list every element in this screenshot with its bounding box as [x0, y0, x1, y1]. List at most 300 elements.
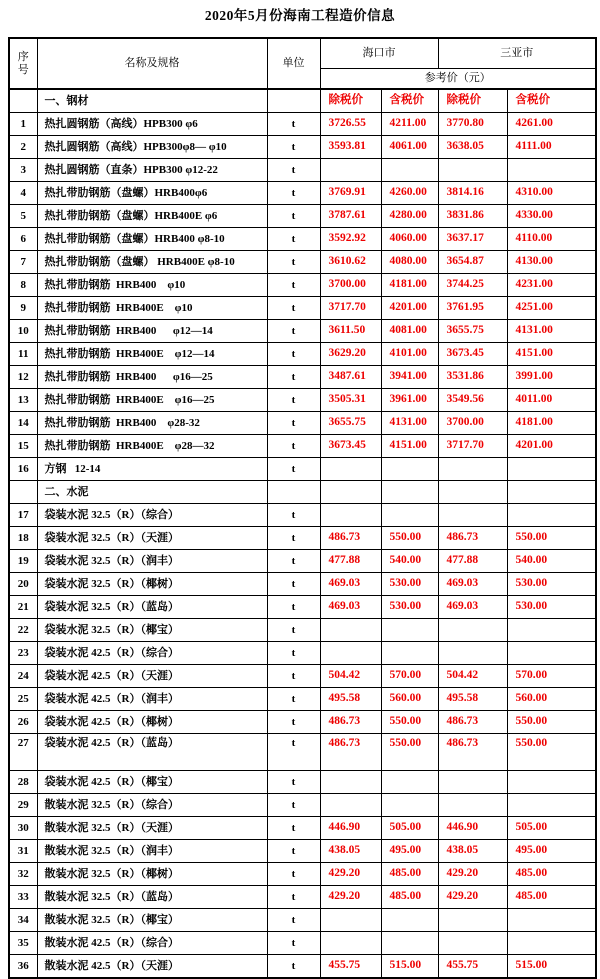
cell-name: 袋装水泥 32.5（R）（椰宝） [37, 619, 267, 642]
table-row [9, 159, 596, 182]
cell-name: 热扎带肋钢筋（盘螺） HRB400E φ8-10 [37, 251, 267, 274]
cell-price-sanya-extax: 3638.05 [438, 136, 507, 159]
cell-price-sanya-inctax: 4231.00 [507, 274, 596, 297]
table-row [9, 863, 596, 886]
cell-name: 热扎圆钢筋（高线）HPB300φ8— φ10 [37, 136, 267, 159]
cell-name: 热扎带肋钢筋 HRB400 φ28-32 [37, 412, 267, 435]
cell-price-sanya-inctax: 530.00 [507, 573, 596, 596]
cell-price-sanya-inctax: 550.00 [507, 527, 596, 550]
cell-unit: t [267, 435, 320, 458]
cell-price-sanya-inctax [507, 794, 596, 817]
table-row [9, 343, 596, 366]
cell-price-haikou-extax [320, 794, 381, 817]
cell-unit: t [267, 274, 320, 297]
cell-price-sanya-inctax: 530.00 [507, 596, 596, 619]
cell-price-sanya-inctax: 560.00 [507, 688, 596, 711]
cell-price-sanya-inctax: 4151.00 [507, 343, 596, 366]
cell-name: 袋装水泥 32.5（R）（椰树） [37, 573, 267, 596]
cell-price-sanya-extax [438, 504, 507, 527]
cell-price-sanya-inctax: 515.00 [507, 955, 596, 979]
table-row [9, 734, 596, 771]
cell-name: 袋装水泥 42.5（R）（椰树） [37, 711, 267, 734]
cell-price-haikou-inctax [381, 458, 438, 481]
table-row [9, 504, 596, 527]
cell-price-haikou-extax: 446.90 [320, 817, 381, 840]
cell-price-sanya-extax: 446.90 [438, 817, 507, 840]
cell-price-sanya-extax: 455.75 [438, 955, 507, 979]
table-row [9, 932, 596, 955]
table-row [9, 228, 596, 251]
cell-price-haikou-inctax: 540.00 [381, 550, 438, 573]
cell-unit: t [267, 886, 320, 909]
cell-price-sanya-inctax [507, 504, 596, 527]
column-header-name: 名称及规格 [37, 38, 267, 89]
column-header-unit: 单位 [267, 38, 320, 89]
cell-unit: t [267, 840, 320, 863]
cell-no: 16 [9, 458, 37, 481]
table-row [9, 688, 596, 711]
cell-price-haikou-extax [320, 504, 381, 527]
table-row [9, 840, 596, 863]
cell-no: 18 [9, 527, 37, 550]
cell-unit: t [267, 458, 320, 481]
column-header-city-sanya: 三亚市 [438, 38, 596, 68]
price-column-label: 含税价 [507, 89, 596, 113]
cell-name: 散装水泥 32.5（R）（天涯） [37, 817, 267, 840]
table-row [9, 458, 596, 481]
cell-no [9, 481, 37, 504]
cell-price-sanya-inctax [507, 458, 596, 481]
cell-price-haikou-inctax: 3941.00 [381, 366, 438, 389]
cell-name: 散装水泥 42.5（R）（综合） [37, 932, 267, 955]
cell-unit: t [267, 909, 320, 932]
cell-no: 23 [9, 642, 37, 665]
cell-no: 1 [9, 113, 37, 136]
cell-unit: t [267, 619, 320, 642]
table-row [9, 955, 596, 979]
table-row [9, 794, 596, 817]
cell-price-haikou-inctax [381, 504, 438, 527]
cell-price-haikou-extax: 3611.50 [320, 320, 381, 343]
cell-price-haikou-inctax: 3961.00 [381, 389, 438, 412]
cell-name: 散装水泥 32.5（R）（综合） [37, 794, 267, 817]
cell-unit: t [267, 389, 320, 412]
header-row-cities [9, 38, 596, 68]
cell-price-sanya-inctax: 4130.00 [507, 251, 596, 274]
page-title: 2020年5月份海南工程造价信息 [204, 8, 396, 23]
cell-unit: t [267, 159, 320, 182]
cell-price-sanya-extax: 3549.56 [438, 389, 507, 412]
cell-price-haikou-extax: 429.20 [320, 863, 381, 886]
cell-price-sanya-extax [438, 458, 507, 481]
cell-unit: t [267, 182, 320, 205]
cell-name: 袋装水泥 32.5（R）（蓝岛） [37, 596, 267, 619]
cell-no: 27 [9, 734, 37, 771]
cell-name: 热扎带肋钢筋 HRB400E φ28—32 [37, 435, 267, 458]
cell-price-haikou-extax: 3629.20 [320, 343, 381, 366]
table-row [9, 297, 596, 320]
cell-price-haikou-extax: 455.75 [320, 955, 381, 979]
table-row [9, 909, 596, 932]
table-row [9, 205, 596, 228]
cell-price-sanya-extax: 429.20 [438, 863, 507, 886]
cell-price-sanya-extax [438, 794, 507, 817]
cell-price-haikou-inctax: 4280.00 [381, 205, 438, 228]
cell-price-sanya-extax: 3700.00 [438, 412, 507, 435]
cell-price-sanya-inctax: 4330.00 [507, 205, 596, 228]
table-row [9, 619, 596, 642]
cell-price-sanya-extax: 3531.86 [438, 366, 507, 389]
cell-price-sanya-inctax: 485.00 [507, 863, 596, 886]
cell-price-haikou-extax: 3717.70 [320, 297, 381, 320]
cell-price-haikou-extax [320, 771, 381, 794]
cell-price-haikou-inctax: 505.00 [381, 817, 438, 840]
cell-price-sanya-extax: 504.42 [438, 665, 507, 688]
cell-price-haikou-extax: 3487.61 [320, 366, 381, 389]
cell-price-sanya-inctax: 540.00 [507, 550, 596, 573]
cell-price-sanya-extax: 3761.95 [438, 297, 507, 320]
cell-unit [267, 89, 320, 113]
cell-price-sanya-extax: 486.73 [438, 527, 507, 550]
cell-name: 散装水泥 32.5（R）（蓝岛） [37, 886, 267, 909]
cell-price-haikou-extax: 3592.92 [320, 228, 381, 251]
cell-no: 22 [9, 619, 37, 642]
column-header-city-haikou: 海口市 [320, 38, 438, 68]
cell-no: 4 [9, 182, 37, 205]
cell-name: 散装水泥 42.5（R）（天涯） [37, 955, 267, 979]
cell-price-sanya-extax: 3770.80 [438, 113, 507, 136]
cell-no: 15 [9, 435, 37, 458]
cell-no: 20 [9, 573, 37, 596]
cell-unit: t [267, 642, 320, 665]
cell-price-sanya-extax: 477.88 [438, 550, 507, 573]
cell-price-sanya-extax: 486.73 [438, 711, 507, 734]
cell-unit: t [267, 550, 320, 573]
cell-price-haikou-extax: 429.20 [320, 886, 381, 909]
cell-no: 14 [9, 412, 37, 435]
cell-unit: t [267, 817, 320, 840]
cell-name: 袋装水泥 42.5（R）（综合） [37, 642, 267, 665]
cell-price-haikou-extax: 486.73 [320, 734, 381, 771]
cell-price-sanya-extax: 3814.16 [438, 182, 507, 205]
cell-price-haikou-inctax: 570.00 [381, 665, 438, 688]
cell-price-sanya-extax: 438.05 [438, 840, 507, 863]
cell-no: 8 [9, 274, 37, 297]
cell-price-haikou-extax [320, 642, 381, 665]
cell-price-haikou-inctax: 530.00 [381, 573, 438, 596]
cell-no: 6 [9, 228, 37, 251]
cell-price-sanya-inctax: 570.00 [507, 665, 596, 688]
table-row [9, 136, 596, 159]
cell-price-sanya-inctax: 550.00 [507, 734, 596, 771]
cell-no: 17 [9, 504, 37, 527]
price-column-label: 除税价 [320, 89, 381, 113]
cell-price-sanya-inctax: 4111.00 [507, 136, 596, 159]
cell-name: 热扎带肋钢筋 HRB400E φ10 [37, 297, 267, 320]
cell-price-haikou-inctax: 485.00 [381, 886, 438, 909]
price-table [8, 37, 597, 979]
cell-price-sanya-extax [438, 619, 507, 642]
cell-no: 12 [9, 366, 37, 389]
cell-unit: t [267, 596, 320, 619]
cell-no: 31 [9, 840, 37, 863]
cell-no: 25 [9, 688, 37, 711]
cell-price-haikou-extax: 469.03 [320, 596, 381, 619]
cell-price-haikou-extax [320, 458, 381, 481]
cell-name: 散装水泥 32.5（R）（润丰） [37, 840, 267, 863]
column-header-reference-price: 参考价（元） [320, 68, 596, 89]
cell-no: 26 [9, 711, 37, 734]
cell-unit [267, 481, 320, 504]
table-row [9, 596, 596, 619]
cell-price-haikou-inctax: 550.00 [381, 711, 438, 734]
cell-price-sanya-inctax: 4201.00 [507, 435, 596, 458]
cell-no: 33 [9, 886, 37, 909]
cell-price-haikou-extax: 477.88 [320, 550, 381, 573]
table-row [9, 665, 596, 688]
cell-price-sanya-extax: 3717.70 [438, 435, 507, 458]
cell-price-sanya-inctax: 550.00 [507, 711, 596, 734]
cell-price-haikou-inctax: 4201.00 [381, 297, 438, 320]
table-row [9, 274, 596, 297]
cell-price-haikou-extax: 495.58 [320, 688, 381, 711]
cell-price-sanya-extax: 3654.87 [438, 251, 507, 274]
cell-price-haikou-inctax: 4081.00 [381, 320, 438, 343]
cell-no: 30 [9, 817, 37, 840]
cell-no [9, 89, 37, 113]
table-body [9, 89, 596, 978]
cell-price-haikou-inctax [381, 909, 438, 932]
cell-price-sanya-extax: 486.73 [438, 734, 507, 771]
cell-name: 袋装水泥 32.5（R）（综合） [37, 504, 267, 527]
cell-price-haikou-extax [320, 159, 381, 182]
cell-price-haikou-inctax [381, 794, 438, 817]
table-row [9, 251, 596, 274]
cell-price-haikou-extax: 486.73 [320, 711, 381, 734]
cell-price-haikou-inctax: 550.00 [381, 527, 438, 550]
cell-no: 36 [9, 955, 37, 979]
cell-price-sanya-extax: 3673.45 [438, 343, 507, 366]
cell-unit: t [267, 320, 320, 343]
cell-unit: t [267, 297, 320, 320]
cell-no: 9 [9, 297, 37, 320]
table-row [9, 527, 596, 550]
cell-unit: t [267, 955, 320, 979]
cell-no: 19 [9, 550, 37, 573]
cell-price-sanya-inctax: 4011.00 [507, 389, 596, 412]
cell-price-haikou-inctax: 550.00 [381, 734, 438, 771]
cell-name: 热扎带肋钢筋（盘螺）HRB400φ6 [37, 182, 267, 205]
cell-unit: t [267, 113, 320, 136]
cell-price-haikou-extax: 3700.00 [320, 274, 381, 297]
price-column-label: 含税价 [381, 89, 438, 113]
table-row [9, 182, 596, 205]
cell-price-sanya-inctax: 4310.00 [507, 182, 596, 205]
cell-price-haikou-extax: 469.03 [320, 573, 381, 596]
cell-price-haikou-inctax: 4080.00 [381, 251, 438, 274]
cell-price-sanya-inctax: 4110.00 [507, 228, 596, 251]
cell-no: 21 [9, 596, 37, 619]
cell-name: 热扎圆钢筋（直条）HPB300 φ12-22 [37, 159, 267, 182]
cell-price-sanya-inctax: 4261.00 [507, 113, 596, 136]
table-row [9, 550, 596, 573]
cell-unit: t [267, 527, 320, 550]
cell-price-sanya-inctax [507, 909, 596, 932]
cell-price-haikou-extax: 504.42 [320, 665, 381, 688]
cell-price-haikou-extax: 438.05 [320, 840, 381, 863]
cell-price-haikou-inctax: 4211.00 [381, 113, 438, 136]
cell-price-haikou-extax: 3593.81 [320, 136, 381, 159]
cell-price-sanya-extax [438, 159, 507, 182]
cell-name: 热扎带肋钢筋（盘螺）HRB400 φ8-10 [37, 228, 267, 251]
cell-price-sanya-extax: 3637.17 [438, 228, 507, 251]
cell-no: 2 [9, 136, 37, 159]
cell-name: 散装水泥 32.5（R）（椰宝） [37, 909, 267, 932]
cell-price-sanya-inctax: 505.00 [507, 817, 596, 840]
cell-unit: t [267, 711, 320, 734]
price-column-label [320, 481, 381, 504]
cell-no: 11 [9, 343, 37, 366]
cell-price-haikou-extax: 3655.75 [320, 412, 381, 435]
cell-price-sanya-extax [438, 909, 507, 932]
cell-name: 袋装水泥 42.5（R）（蓝岛） [37, 734, 267, 771]
cell-price-sanya-inctax: 4131.00 [507, 320, 596, 343]
cell-price-haikou-inctax [381, 932, 438, 955]
cell-price-haikou-inctax: 515.00 [381, 955, 438, 979]
cell-unit: t [267, 863, 320, 886]
cell-unit: t [267, 932, 320, 955]
table-row [9, 366, 596, 389]
table-row [9, 886, 596, 909]
table-row [9, 642, 596, 665]
cell-price-haikou-inctax: 560.00 [381, 688, 438, 711]
cell-no: 5 [9, 205, 37, 228]
cell-unit: t [267, 794, 320, 817]
table-row [9, 435, 596, 458]
cell-price-sanya-extax: 429.20 [438, 886, 507, 909]
cell-price-haikou-extax: 3610.62 [320, 251, 381, 274]
cell-price-haikou-extax [320, 932, 381, 955]
column-header-no: 序号 [9, 38, 37, 89]
cell-unit: t [267, 366, 320, 389]
cell-name: 袋装水泥 32.5（R）（润丰） [37, 550, 267, 573]
cell-name: 热扎带肋钢筋 HRB400 φ12—14 [37, 320, 267, 343]
cell-price-haikou-inctax: 4131.00 [381, 412, 438, 435]
cell-price-haikou-inctax: 4101.00 [381, 343, 438, 366]
cell-no: 3 [9, 159, 37, 182]
table-row [9, 817, 596, 840]
cell-price-sanya-inctax: 485.00 [507, 886, 596, 909]
cell-name: 热扎圆钢筋（高线）HPB300 φ6 [37, 113, 267, 136]
cell-no: 10 [9, 320, 37, 343]
cell-price-haikou-inctax: 530.00 [381, 596, 438, 619]
cell-price-haikou-inctax: 4151.00 [381, 435, 438, 458]
table-row [9, 573, 596, 596]
price-column-label [507, 481, 596, 504]
section-title: 二、水泥 [37, 481, 267, 504]
table-row [9, 412, 596, 435]
cell-price-haikou-extax: 486.73 [320, 527, 381, 550]
cell-no: 24 [9, 665, 37, 688]
cell-price-sanya-extax: 469.03 [438, 573, 507, 596]
cell-unit: t [267, 205, 320, 228]
cell-unit: t [267, 412, 320, 435]
table-row [9, 113, 596, 136]
cell-unit: t [267, 228, 320, 251]
cell-price-sanya-inctax [507, 159, 596, 182]
cell-price-haikou-extax: 3673.45 [320, 435, 381, 458]
cell-price-haikou-inctax: 4061.00 [381, 136, 438, 159]
cell-price-sanya-inctax: 495.00 [507, 840, 596, 863]
cell-name: 袋装水泥 32.5（R）（天涯） [37, 527, 267, 550]
cell-price-haikou-inctax: 4060.00 [381, 228, 438, 251]
cell-price-haikou-extax: 3726.55 [320, 113, 381, 136]
cell-price-sanya-extax [438, 771, 507, 794]
table-row [9, 320, 596, 343]
cell-price-haikou-extax [320, 619, 381, 642]
cell-unit: t [267, 573, 320, 596]
cell-name: 热扎带肋钢筋 HRB400 φ10 [37, 274, 267, 297]
cell-name: 热扎带肋钢筋 HRB400E φ12—14 [37, 343, 267, 366]
cell-price-haikou-extax: 3787.61 [320, 205, 381, 228]
cell-price-sanya-extax: 469.03 [438, 596, 507, 619]
cell-name: 袋装水泥 42.5（R）（润丰） [37, 688, 267, 711]
cell-price-sanya-extax: 3655.75 [438, 320, 507, 343]
cell-price-haikou-extax: 3505.31 [320, 389, 381, 412]
cell-price-sanya-inctax [507, 642, 596, 665]
cell-price-haikou-inctax: 4260.00 [381, 182, 438, 205]
cell-name: 热扎带肋钢筋 HRB400 φ16—25 [37, 366, 267, 389]
cell-price-haikou-extax: 3769.91 [320, 182, 381, 205]
cell-price-haikou-inctax: 495.00 [381, 840, 438, 863]
cell-unit: t [267, 771, 320, 794]
cell-price-haikou-inctax: 4181.00 [381, 274, 438, 297]
cell-unit: t [267, 343, 320, 366]
cell-price-haikou-inctax [381, 619, 438, 642]
cell-unit: t [267, 504, 320, 527]
price-column-label: 除税价 [438, 89, 507, 113]
section-row [9, 481, 596, 504]
table-row [9, 771, 596, 794]
cell-price-sanya-extax [438, 932, 507, 955]
cell-name: 热扎带肋钢筋 HRB400E φ16—25 [37, 389, 267, 412]
cell-name: 袋装水泥 42.5（R）（椰宝） [37, 771, 267, 794]
cell-price-sanya-inctax [507, 932, 596, 955]
cell-price-sanya-inctax: 3991.00 [507, 366, 596, 389]
cell-price-haikou-inctax: 485.00 [381, 863, 438, 886]
cell-price-sanya-inctax [507, 771, 596, 794]
cell-name: 袋装水泥 42.5（R）（天涯） [37, 665, 267, 688]
cell-price-sanya-extax: 3744.25 [438, 274, 507, 297]
cell-price-haikou-inctax [381, 642, 438, 665]
cell-unit: t [267, 665, 320, 688]
cell-no: 28 [9, 771, 37, 794]
cell-unit: t [267, 251, 320, 274]
cell-no: 7 [9, 251, 37, 274]
cell-price-sanya-extax [438, 642, 507, 665]
price-column-label [381, 481, 438, 504]
cell-unit: t [267, 734, 320, 771]
cell-no: 35 [9, 932, 37, 955]
cell-price-sanya-extax: 3831.86 [438, 205, 507, 228]
cell-unit: t [267, 688, 320, 711]
table-row [9, 711, 596, 734]
table-row [9, 389, 596, 412]
cell-name: 热扎带肋钢筋（盘螺）HRB400E φ6 [37, 205, 267, 228]
cell-unit: t [267, 136, 320, 159]
cell-name: 方钢 12-14 [37, 458, 267, 481]
cell-price-sanya-extax: 495.58 [438, 688, 507, 711]
